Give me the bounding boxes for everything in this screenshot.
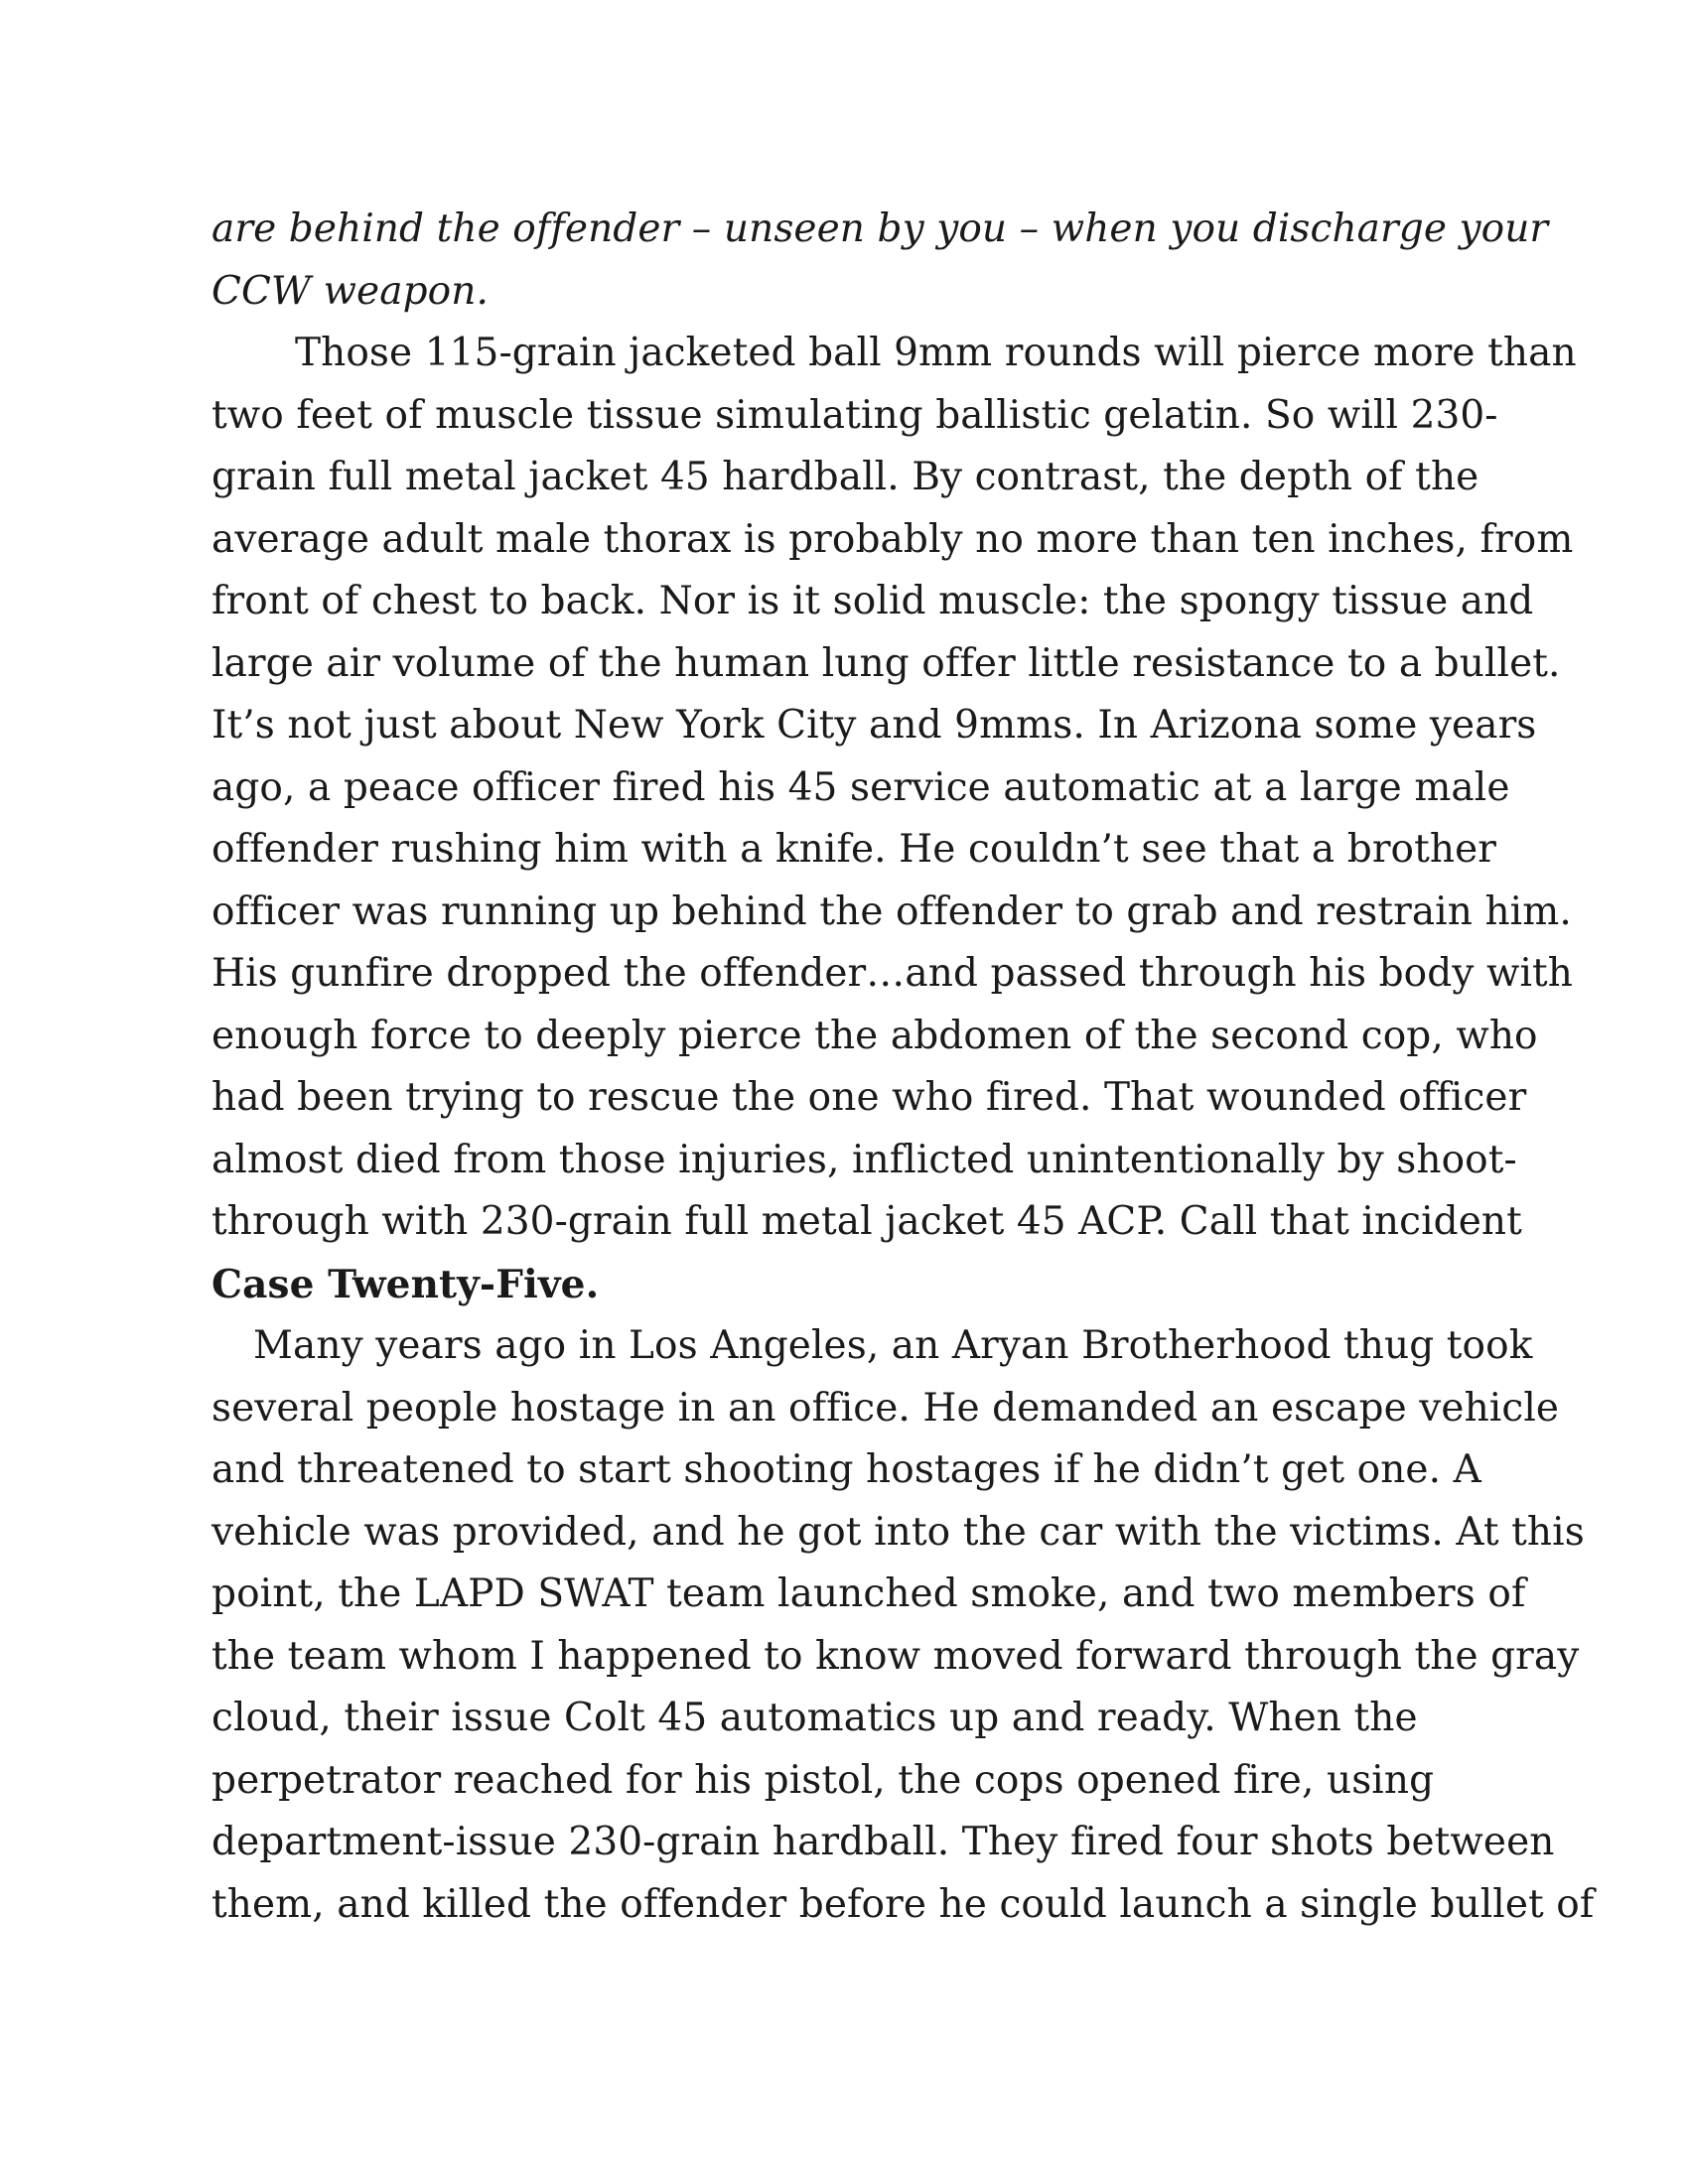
paragraph-continuation [211,199,1549,323]
text-line: vehicle was provided, and he got into the car with the victims. At this [211,1509,1585,1555]
text-line: Those 115-grain jacketed ball 9mm rounds will pierce more than [295,331,1577,375]
text-line: two feet of muscle tissue simulating ballistic gelatin. So will 230- [211,392,1498,438]
text-line: department-issue 230-grain hardball. They fired four shots between [211,1820,1555,1864]
case-label: Case Twenty-Five. [211,1261,600,1307]
text-line: average adult male thorax is probably no more than ten inches, from [211,516,1574,562]
text-line: cloud, their issue Colt 45 automatics up and ready. When the [211,1696,1418,1740]
paragraph-shoot-through [211,323,1577,1315]
text-line: Many years ago in Los Angeles, an Aryan Brotherhood thug took [253,1323,1533,1368]
text-line: large air volume of the human lung offer little resistance to a bullet. [211,640,1561,686]
paragraph-hostage [211,1315,1595,1936]
text-line: officer was running up behind the offender to grab and restrain him. [211,888,1572,934]
text-line: are behind the offender – unseen by you – when you discharge your [211,206,1549,251]
book-page [211,199,1595,1936]
text-line: CCW weapon. [211,268,489,314]
text-line: them, and killed the offender before he could launch a single bullet of [211,1881,1595,1927]
text-line: the team whom I happened to know moved forward through the gray [211,1633,1580,1679]
text-line: had been trying to rescue the one who fired. That wounded officer [211,1075,1527,1120]
text-line: and threatened to start shooting hostages if he didn’t get one. A [211,1447,1481,1492]
text-line: almost died from those injuries, inflicted unintentionally by shoot- [211,1137,1517,1182]
text-line: grain full metal jacket 45 hardball. By contrast, the depth of the [211,455,1479,499]
text-line: ago, a peace officer fired his 45 service automatic at a large male [211,764,1510,810]
text-line: front of chest to back. Nor is it solid muscle: the spongy tissue and [211,579,1534,623]
text-line: perpetrator reached for his pistol, the cops opened fire, using [211,1757,1435,1803]
text-line: It’s not just about New York City and 9mms. In Arizona some years [211,703,1537,748]
text-line: offender rushing him with a knife. He couldn’t see that a brother [211,827,1497,872]
text-line: point, the LAPD SWAT team launched smoke, and two members of [211,1571,1526,1616]
text-line: through with 230-grain full metal jacket 45 ACP. Call that incident [211,1199,1522,1244]
text-line: His gunfire dropped the offender…and passed through his body with [211,951,1574,996]
text-line: several people hostage in an office. He demanded an escape vehicle [211,1385,1560,1431]
text-line: enough force to deeply pierce the abdomen of the second cop, who [211,1013,1538,1058]
